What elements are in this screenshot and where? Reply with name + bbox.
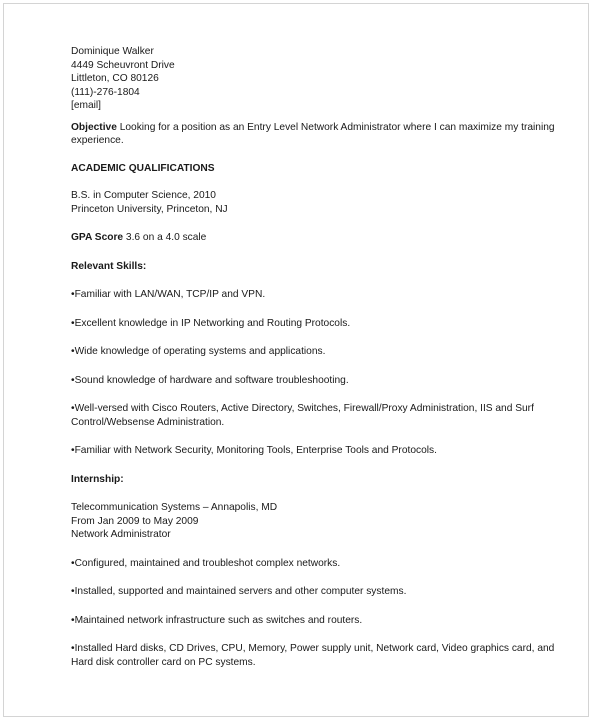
objective-text: Looking for a position as an Entry Level Network Administrator where I can maximize my training experience. [71,121,555,146]
internship-item: •Installed, supported and maintained servers and other computer systems. [71,586,407,597]
internship-heading: Internship: [71,473,124,485]
skill-item: •Familiar with Network Security, Monitoring Tools, Enterprise Tools and Protocols. [71,445,437,456]
skill-item: •Well-versed with Cisco Routers, Active Directory, Switches, Firewall/Proxy Administration, IIS and Surf Control/Websense Administration. [71,403,534,428]
objective-paragraph [71,121,571,148]
contact-phone: (111)-276-1804 [71,86,140,98]
objective-label: Objective [71,121,117,133]
academic-degree: B.S. in Computer Science, 2010 [71,190,216,201]
gpa-value: 3.6 on a 4.0 scale [123,232,207,243]
internship-dates: From Jan 2009 to May 2009 [71,515,199,527]
internship-item: •Installed Hard disks, CD Drives, CPU, Memory, Power supply unit, Network card, Video graphics card, and Hard disk controller card on PC systems. [71,643,555,668]
resume-page [3,3,589,717]
skill-item: •Familiar with LAN/WAN, TCP/IP and VPN. [71,289,266,300]
internship-item: •Maintained network infrastructure such as switches and routers. [71,614,363,626]
contact-email: [email] [71,100,102,111]
internship-company: Telecommunication Systems – Annapolis, MD [71,502,278,513]
academic-school: Princeton University, Princeton, NJ [71,203,228,215]
skill-item: •Wide knowledge of operating systems and applications. [71,346,326,357]
contact-name: Dominique Walker [71,46,154,57]
internship-role: Network Administrator [71,529,171,540]
skill-item: •Excellent knowledge in IP Networking and Routing Protocols. [71,317,351,329]
contact-address: 4449 Scheuvront Drive [71,59,175,71]
internship-item: •Configured, maintained and troubleshot complex networks. [71,557,341,569]
resume-content [71,45,571,669]
skills-heading: Relevant Skills: [71,260,147,272]
skill-item: •Sound knowledge of hardware and software troubleshooting. [71,374,349,386]
academic-heading: ACADEMIC QUALIFICATIONS [71,162,215,174]
gpa-line [71,231,571,245]
contact-city: Littleton, CO 80126 [71,73,159,84]
gpa-label: GPA Score [71,232,124,243]
